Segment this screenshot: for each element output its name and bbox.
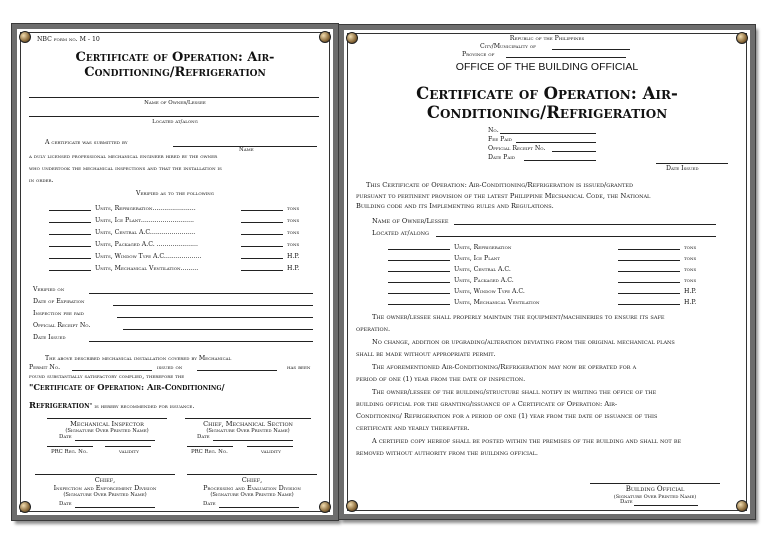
date-issued-label: Date Issued	[33, 334, 66, 341]
chief-processing-sign-line[interactable]	[187, 474, 317, 475]
unit-value-line[interactable]	[618, 244, 680, 250]
unit-label: Units, Packaged A.C. .....................	[95, 241, 198, 248]
recommended-text: " is hereby recommended for issuance.	[89, 403, 195, 410]
owner-line[interactable]	[454, 224, 716, 225]
owner-name-line[interactable]	[29, 97, 319, 98]
notify-line4: certificate and yearly thereafter.	[356, 424, 470, 432]
signature-caption: (Signature Over Printed Name)	[63, 492, 147, 499]
chief-title: Chief,	[241, 476, 263, 484]
installation-text-line1: The above described mechanical installation covered by Mechanical	[45, 355, 232, 362]
posted-line2: removed without authority from the building official.	[356, 449, 539, 457]
unit-measure: tons	[287, 217, 300, 224]
no-change-line2: shall be made without appropriate permit.	[356, 350, 496, 358]
unit-label: Units, Mechanical Ventilation.........	[95, 265, 199, 272]
certificate-application-form	[12, 24, 338, 520]
location-caption: Located at/along	[152, 119, 198, 125]
signature-caption: (Signature Over Printed Name)	[65, 428, 149, 435]
chief-inspection-block	[25, 476, 185, 499]
unit-value-line[interactable]	[241, 205, 283, 211]
notify-line2: building official for the granting/issuance of a Certificate of Operation: Air-	[356, 400, 618, 408]
office-heading: OFFICE OF THE BUILDING OFFICIAL	[455, 61, 639, 73]
date-issued-line[interactable]	[656, 163, 728, 164]
corner-bolt-icon	[346, 500, 358, 512]
signature-caption: (Signature Over Printed Name)	[206, 428, 290, 435]
number-label: No.	[488, 127, 499, 134]
no-change-line1: No change, addition or upgrading/alteration deviating from the original mechanical plans	[372, 338, 675, 346]
unit-label: Units, Window Type A.C...................	[95, 253, 202, 260]
unit-count-line[interactable]	[49, 241, 91, 247]
unit-value-line[interactable]	[618, 299, 680, 305]
expiration-line[interactable]	[113, 305, 313, 306]
verified-on-label: Verified on	[33, 286, 65, 293]
unit-value-line[interactable]	[241, 217, 283, 223]
expiration-label: Date of Expiration	[33, 298, 85, 305]
fee-paid-label: Inspection fee paid	[33, 310, 84, 317]
building-official-sign-line[interactable]	[590, 483, 720, 484]
unit-count-line[interactable]	[49, 265, 91, 271]
prc-line[interactable]	[187, 446, 233, 447]
unit-value-line[interactable]	[241, 241, 283, 247]
certificate-title-line1: Certificate of Operation: Air-	[416, 84, 678, 103]
corner-bolt-icon	[19, 501, 31, 513]
city-label: City/Municipality of	[480, 43, 536, 50]
date-issued-label: Date Issued	[666, 165, 699, 172]
validity-line[interactable]	[105, 446, 151, 447]
unit-count-line[interactable]	[49, 253, 91, 259]
unit-count-line[interactable]	[388, 299, 450, 305]
corner-bolt-icon	[319, 31, 331, 43]
date-issued-line[interactable]	[89, 341, 313, 342]
corner-bolt-icon	[736, 500, 748, 512]
date-paid-line[interactable]	[524, 160, 596, 161]
unit-value-line[interactable]	[241, 265, 283, 271]
unit-value-line[interactable]	[618, 255, 680, 261]
date-line[interactable]	[219, 507, 299, 508]
province-label: Province of	[462, 51, 495, 58]
chief-title: Chief,	[94, 476, 116, 484]
permit-no-label: Permit No.	[29, 364, 61, 371]
unit-measure: tons	[287, 205, 300, 212]
engineer-text-line2: who undertook the mechanical inspections and that the installation is	[29, 165, 222, 172]
building-official-block	[584, 485, 726, 500]
unit-measure: H.P.	[684, 299, 697, 306]
unit-count-line[interactable]	[388, 244, 450, 250]
unit-count-line[interactable]	[388, 288, 450, 294]
unit-value-line[interactable]	[241, 253, 283, 259]
unit-count-line[interactable]	[388, 277, 450, 283]
date-label: Date	[59, 501, 72, 507]
operated-line1: The aforementioned Air-Conditioning/Refrigeration may now be operated for a	[372, 363, 637, 371]
unit-count-line[interactable]	[49, 205, 91, 211]
notify-line1: The owner/lessee of the building/structure shall notify in writing the office of the	[372, 388, 657, 396]
signature-caption: (Signature Over Printed Name)	[210, 492, 294, 499]
unit-measure: tons	[684, 277, 697, 284]
form-number: NBC form no. M - 10	[37, 36, 100, 43]
unit-count-line[interactable]	[388, 255, 450, 261]
receipt-line[interactable]	[552, 151, 596, 152]
unit-measure: tons	[684, 266, 697, 273]
issued-on-line[interactable]	[197, 370, 277, 371]
submitted-by-text: A certificate was submitted by	[45, 139, 128, 146]
date-line[interactable]	[75, 440, 155, 441]
unit-count-line[interactable]	[49, 217, 91, 223]
date-line[interactable]	[213, 440, 293, 441]
receipt-line[interactable]	[123, 329, 313, 330]
engineer-text-line3: in order.	[29, 177, 54, 184]
unit-count-line[interactable]	[49, 229, 91, 235]
unit-label: Units, Ice Plant	[454, 255, 500, 262]
location-line[interactable]	[436, 236, 716, 237]
name-caption: Name	[239, 147, 254, 153]
issued-on-label: issued on	[157, 364, 183, 371]
verified-heading: Verified as to the following	[135, 190, 214, 197]
certificate-title-line2: Conditioning/Refrigeration	[426, 102, 668, 122]
prc-label: PRC Reg. No.	[51, 449, 88, 455]
chief-mechanical-sign-line[interactable]	[185, 418, 311, 419]
permit-no-line[interactable]	[72, 370, 152, 371]
intro-line2: pursuant to pertinent provision of the latest Philippine Mechanical Code, the National	[356, 192, 651, 200]
corner-bolt-icon	[19, 31, 31, 43]
unit-value-line[interactable]	[241, 229, 283, 235]
chief-mechanical-block	[181, 420, 315, 435]
owner-name-caption: Name of Owner/Lessee	[144, 100, 206, 106]
validity-label: validity	[119, 449, 139, 455]
unit-measure: tons	[684, 255, 697, 262]
unit-label: Units, Central A.C.......................	[95, 229, 196, 236]
owner-label: Name of Owner/Lessee	[372, 217, 449, 225]
recommended-certificate-name: "Certificate of Operation: Air-Conditioning/	[29, 382, 225, 392]
signature-caption: (Signature Over Printed Name)	[613, 493, 697, 500]
unit-label: Units, Refrigeration	[454, 244, 512, 251]
unit-count-line[interactable]	[388, 266, 450, 272]
unit-label: Units, Central A.C.	[454, 266, 511, 273]
form-title-line1: Certificate of Operation: Air-	[75, 50, 275, 65]
unit-label: Units, Packaged A.C.	[454, 277, 514, 284]
unit-measure: H.P.	[287, 253, 300, 260]
chief-inspection-sign-line[interactable]	[35, 474, 175, 475]
prc-line[interactable]	[47, 446, 93, 447]
installation-text-line5	[29, 393, 194, 412]
number-line[interactable]	[500, 133, 596, 134]
chief-processing-block	[177, 476, 327, 499]
unit-label: Units, Window Type A.C.	[454, 288, 525, 295]
official-date-line[interactable]	[634, 505, 698, 506]
processing-division-title: Processing and Evaluation Division	[203, 484, 301, 493]
intro-line3: Building code and its Implementing rules and Regulations.	[356, 202, 554, 210]
inspection-division-title: Inspection and Enforcement Division	[53, 484, 157, 493]
date-label: Date	[59, 434, 72, 440]
intro-line1: This Certificate of Operation: Air-Conditioning/Refrigeration is issued/granted	[366, 181, 634, 189]
building-official-title: Building Official	[625, 485, 685, 493]
unit-measure: tons	[287, 241, 300, 248]
installation-text-line3: found substantially satisfactory complied, therefore the	[29, 373, 185, 380]
receipt-label: Official Receipt No.	[33, 322, 91, 329]
date-label: Date	[203, 501, 216, 507]
official-date-label: Date	[620, 499, 633, 505]
date-label: Date	[197, 434, 210, 440]
location-label: Located at/along	[372, 229, 430, 237]
posted-line1: A certified copy hereof shall be posted within the premises of the building and shall not be	[372, 437, 682, 445]
refrigeration-word: Refrigeration	[29, 400, 90, 410]
unit-value-line[interactable]	[618, 266, 680, 272]
corner-bolt-icon	[319, 501, 331, 513]
notify-line3: Conditioning/ Refrigeration for a period of one (1) year from the date of issuance of this	[356, 412, 658, 420]
operated-line2: period of one (1) year from the date of inspection.	[356, 375, 526, 383]
fee-paid-line[interactable]	[516, 142, 596, 143]
mechanical-inspector-title: Mechanical Inspector	[70, 420, 144, 428]
certificate-title	[344, 85, 750, 123]
unit-measure: tons	[287, 229, 300, 236]
unit-measure: H.P.	[684, 288, 697, 295]
unit-measure: tons	[684, 244, 697, 251]
unit-label: Units, Mechanical Ventilation	[454, 299, 540, 306]
validity-line[interactable]	[247, 446, 293, 447]
unit-label: Units, Refrigeration......................	[95, 205, 196, 212]
chief-mechanical-title: Chief, Mechanical Section	[203, 420, 293, 428]
unit-value-line[interactable]	[618, 277, 680, 283]
province-line[interactable]	[506, 57, 626, 58]
fee-paid-line[interactable]	[117, 317, 313, 318]
form-title-line2: Conditioning/Refrigeration	[84, 64, 266, 80]
date-paid-label: Date Paid	[488, 154, 516, 161]
mechanical-inspector-block	[43, 420, 171, 435]
maintain-line2: operation.	[356, 325, 391, 333]
engineer-text-line1: a duly licensed professional mechanical engineer hired by the owner	[29, 153, 218, 160]
prc-label: PRC Reg. No.	[191, 449, 228, 455]
date-line[interactable]	[75, 507, 155, 508]
unit-measure: H.P.	[287, 265, 300, 272]
city-line[interactable]	[552, 49, 630, 50]
maintain-line1: The owner/lessee shall properly maintain the equipment/machineries to ensure its safe	[372, 313, 665, 321]
unit-label: Units, Ice Plant...........................	[95, 217, 195, 224]
validity-label: validity	[261, 449, 281, 455]
mechanical-inspector-sign-line[interactable]	[47, 418, 167, 419]
unit-value-line[interactable]	[618, 288, 680, 294]
receipt-label: Official Receipt No.	[488, 145, 546, 152]
fee-paid-label: Fee Paid	[488, 136, 512, 143]
location-line[interactable]	[29, 116, 319, 117]
verified-on-line[interactable]	[89, 293, 313, 294]
republic-heading: Republic of the Philippines	[509, 35, 585, 42]
certificate-of-operation	[339, 25, 755, 519]
has-been-text: has been	[287, 364, 311, 371]
form-title	[17, 51, 333, 81]
